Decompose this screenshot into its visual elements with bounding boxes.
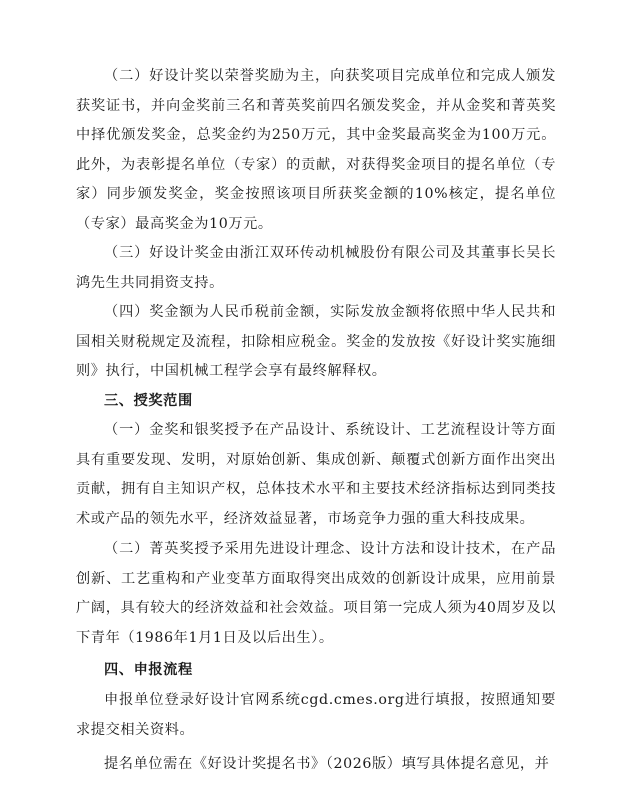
paragraph-nomination: 提名单位需在《好设计奖提名书》（2026版）填写具体提名意见，并 <box>104 756 550 772</box>
paragraph-award-money: （二）好设计奖以荣誉奖励为主，向获奖项目完成单位和完成人颁发获奖证书，并向金奖前三名和菁英奖前四名颁发奖金，并从金奖和菁英奖中择优颁发奖金，总奖金约为250万元，其中金奖最高奖金为100万元。此外，为表彰提名单位（专家）的贡献，对获得奖金项目的提名单位（专家）同步颁发奖金，奖金按照该项目所获奖金额的10%核定，提名单位（专家）最高奖金为10万元。 <box>76 68 556 232</box>
paragraph-award-tax: （四）奖金额为人民币税前金额，实际发放金额将依照中华人民共和国相关财税规定及流程，扣除相应税金。奖金的发放按《好设计奖实施细则》执行，中国机械工程学会享有最终解释权。 <box>76 304 556 379</box>
paragraph-gold-silver-scope: （一）金奖和银奖授予在产品设计、系统设计、工艺流程设计等方面具有重要发现、发明，对原始创新、集成创新、颠覆式创新方面作出突出贡献，拥有自主知识产权，总体技术水平和主要技术经济指标达到同类技术或产品的领先水平，经济效益显著，市场竞争力强的重大科技成果。 <box>76 422 556 527</box>
section-heading-award-scope: 三、授奖范围 <box>104 393 193 409</box>
paragraph-application-online: 申报单位登录好设计官网系统cgd.cmes.org进行填报，按照通知要求提交相关资料。 <box>76 692 556 738</box>
paragraph-elite-scope: （二）菁英奖授予采用先进设计理念、设计方法和设计技术，在产品创新、工艺重构和产业变革方面取得突出成效的创新设计成果，应用前景广阔，具有较大的经济效益和社会效益。项目第一完成人须为40周岁及以下青年（1986年1月1日及以后出生）。 <box>76 541 556 646</box>
section-heading-application-process: 四、申报流程 <box>104 662 193 678</box>
paragraph-award-sponsor: （三）好设计奖金由浙江双环传动机械股份有限公司及其董事长吴长鸿先生共同捐资支持。 <box>76 245 556 291</box>
